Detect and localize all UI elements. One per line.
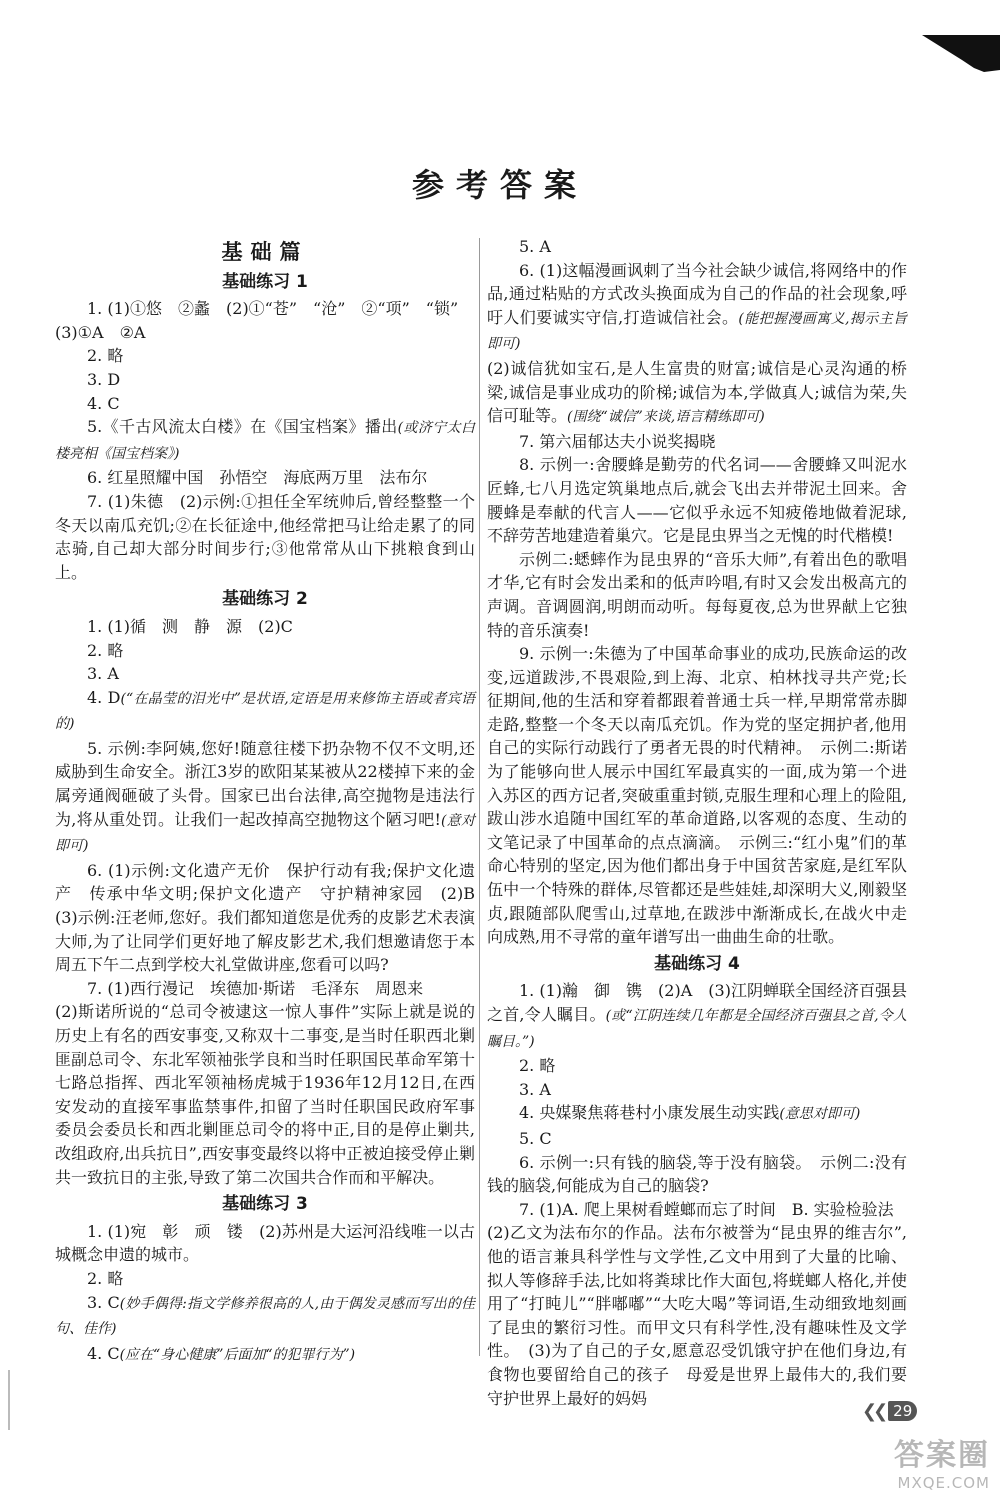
- answer-text: 8. 示例一:舍腰蜂是勤劳的代名词——舍腰蜂又叫泥水匠蜂,七八月选定筑巢地点后,就会飞出去并带泥土回来。舍腰蜂是奉献的代言人——它似乎永远不知疲倦地做着泥球,不辞劳苦地建造着巢穴。它是昆虫界当之无愧的时代楷模!: [487, 455, 907, 546]
- answer-line: [487, 548, 907, 642]
- answer-text: 1. (1)宛 彰 顽 镂 (2)苏州是大运河沿线唯一以古城概念申遗的城市。: [55, 1221, 475, 1265]
- answer-text: 7. (1)A. 爬上果树看螳螂而忘了时间 B. 实验检验法: [519, 1199, 894, 1219]
- answer-line: [55, 686, 475, 737]
- answer-text: 2. 略: [87, 640, 124, 660]
- answer-note: (应在“身心健康”后面加“的犯罪行为”): [119, 1346, 356, 1363]
- answer-text: 4. D: [87, 687, 121, 707]
- watermark-url: MXQE.COM: [897, 1474, 990, 1492]
- answer-line: [487, 642, 907, 949]
- answer-text: (3)①A ②A: [55, 322, 146, 342]
- exercise-heading-1: 基础练习 1: [222, 271, 308, 292]
- answer-line: [487, 430, 907, 454]
- answer-text: 3. C: [87, 1292, 120, 1312]
- exercise-1-answers: [55, 297, 475, 584]
- answer-note: (或济宁太白楼亮相《国宝档案》): [55, 420, 475, 462]
- answer-text: 3. A: [87, 664, 119, 684]
- exercise-heading-4: 基础练习 4: [654, 953, 740, 974]
- answer-text: 2. 略: [87, 1268, 124, 1288]
- answer-line: [55, 368, 475, 392]
- answer-text: 4. C: [87, 1343, 120, 1363]
- answer-text: 4. 央媒聚焦蒋巷村小康发展生动实践: [519, 1103, 780, 1123]
- answer-line: [55, 977, 475, 1001]
- answer-text: 1. (1)瀚 御 镌 (2)A (3)江阴蝉联全国经济百强县之首,令人瞩目。: [487, 981, 907, 1024]
- answer-line: [55, 639, 475, 663]
- answer-line: [487, 357, 907, 430]
- exercise-heading-3: 基础练习 3: [222, 1194, 308, 1215]
- answer-text: (2)乙文为法布尔的作品。法布尔被誉为“昆虫界的维吉尔”,他的语言兼具科学性与文学性,乙文中用到了大量的比喻、拟人等修辞手法,比如将粪球比作大面包,将蜣螂人格化,并使用了“打盹儿”“胖嘟嘟”“大吃大喝”等词语,生动细致地刻画了昆虫的繁衍习性。而甲文只有科学性,没有趣味性及文学性。 (3)为了自己的子女,愿意忍受饥饿守护在他们身边,有食物也要留给自己的孩子 母爱是世界上最伟大的,我们要守护世界上最好的妈妈: [487, 1223, 907, 1408]
- answer-line: [55, 297, 475, 321]
- right-column: [487, 235, 907, 1410]
- answer-line: [55, 1220, 475, 1267]
- exercise-4-answers: [487, 979, 907, 1410]
- answer-line: [55, 466, 475, 490]
- answer-text: 6. 示例一:只有钱的脑袋,等于没有脑袋。 示例二:没有钱的脑袋,何能成为自己的脑袋?: [487, 1152, 907, 1196]
- answer-line: [487, 1151, 907, 1198]
- watermark-main: 答案圈: [894, 1438, 990, 1473]
- answer-line: [487, 259, 907, 357]
- answer-note: (围绕“诚信”来谈,语言精练即可): [567, 409, 765, 426]
- answer-line: [487, 453, 907, 547]
- answer-note: (能把握漫画寓义,揭示主旨即可): [487, 310, 907, 353]
- answer-line: [55, 321, 475, 345]
- margin-mark: [8, 1370, 10, 1430]
- answer-line: [55, 392, 475, 416]
- answer-line: [55, 1291, 475, 1342]
- exercise-3-answers-continued: [487, 235, 907, 949]
- corner-tab-decoration: [922, 30, 1000, 78]
- answer-text: 9. 示例一:朱德为了中国革命事业的成功,民族命运的改变,远道跋涉,不畏艰险,到上海、北京、柏林找寻共产党;长征期间,他的生活和穿着都跟着普通士兵一样,早期常常赤脚走路,整整一个冬天以南瓜充饥。作为党的坚定拥护者,他用自己的实际行动践行了勇者无畏的时代精神。 示例二:斯诺为了能够向世人展示中国红军最真实的一面,成为第一个进入苏区的西方记者,突破重重封锁,克服生理和心理上的险阻,跋山涉水追随中国红军的革命道路,以客观的态度、生动的文笔记录了中国革命的点点滴滴。 示例三:“红小鬼”们的革命心特别的坚定,因为他们都出身于中国贫苦家庭,是红军队伍中一个特殊的群体,尽管都还是些娃娃,却深明大义,刚毅坚贞,跟随部队爬雪山,过草地,在跋涉中渐渐成长,在战火中走向成熟,用不寻常的童年谱写出一曲曲生命的壮歌。: [487, 644, 907, 947]
- answer-line: [55, 1267, 475, 1291]
- page-title: 参考答案: [411, 166, 588, 204]
- answer-note: (意思对即可): [779, 1106, 861, 1123]
- section-heading: 基础篇: [221, 240, 309, 264]
- answer-line: [55, 859, 492, 977]
- answer-line: [487, 1198, 907, 1222]
- answer-line: [55, 662, 475, 686]
- answer-text: 1. (1)①悠 ②蠡 (2)①“苍” “沧” ②“项” “锁”: [87, 299, 459, 319]
- answer-text: 5. 示例:李阿姨,您好!随意往楼下扔杂物不仅不文明,还威胁到生命安全。浙江3岁的欧阳某某被从22楼掉下来的金属旁通阀砸破了头骨。国家已出台法律,高空抛物是违法行为,将从重处罚。让我们一起改掉高空抛物这个陋习吧!: [55, 738, 475, 829]
- answer-line: [55, 1000, 475, 1189]
- answer-text: 6. (1)示例:文化遗产无价 保护行动有我;保护文化遗产 传承中华文明;保护文化遗产 守护精神家园 (2)B (3)示例:汪老师,您好。我们都知道您是优秀的皮影艺术表演大师,为了让同学们更好地了解皮影艺术,我们想邀请您于本周五下午二点到学校大礼堂做讲座,您看可以吗?: [55, 860, 492, 975]
- answer-line: [487, 235, 907, 259]
- answer-text: 7. 第六届郁达夫小说奖揭晓: [519, 431, 716, 451]
- answer-text: 4. C: [87, 393, 120, 413]
- answer-text: 7. (1)西行漫记 埃德加·斯诺 毛泽东 周恩来: [87, 978, 424, 998]
- answer-text: 7. (1)朱德 (2)示例:①担任全军统帅后,曾经整整一个冬天以南瓜充饥;②在长征途中,他经常把马让给走累了的同志骑,自己却大部分时间步行;③他常常从山下挑粮食到山上。: [55, 491, 475, 582]
- column-divider: [479, 238, 480, 1356]
- watermark-logo: [820, 1430, 990, 1492]
- answer-note: (或“江阴连续几年都是全国经济百强县之首,令人瞩目。”): [487, 1008, 907, 1050]
- exercise-2-answers: [55, 615, 492, 1189]
- page-number: [862, 1400, 917, 1422]
- answer-line: [487, 1101, 907, 1127]
- answer-text: (2)斯诺所说的“总司令被逮这一惊人事件”实际上就是说的历史上有名的西安事变,又称双十二事变,是当时任职西北剿匪副总司令、东北军领袖张学良和当时任职国民革命军第十七路总指挥、西北军领袖杨虎城于1936年12月12日,在西安发动的直接军事监禁事件,扣留了当时任职国民政府军事委员会委员长和西北剿匪总司令的将中正,目的是停止剿共,改组政府,出兵抗日”,西安事变最终以将中正被迫接受停止剿共一致抗日的主张,导致了第二次国共合作而和平解决。: [55, 1002, 475, 1187]
- answer-text: 3. D: [87, 369, 121, 389]
- answer-line: [487, 1221, 907, 1410]
- answer-line: [487, 979, 907, 1054]
- exercise-3-answers: [55, 1220, 475, 1368]
- page-number-value: 29: [888, 1401, 917, 1421]
- answer-text: 1. (1)循 测 静 源 (2)C: [87, 616, 293, 636]
- answer-note: (“在晶莹的泪光中”是状语,定语是用来修饰主语或者宾语的): [55, 690, 475, 733]
- answer-line: [55, 615, 475, 639]
- answer-line: [487, 1078, 907, 1102]
- left-column: [55, 235, 492, 1367]
- answer-text: (2)诚信犹如宝石,是人生富贵的财富;诚信是心灵沟通的桥梁,诚信是事业成功的阶梯;诚信为本,学做真人;诚信为荣,失信可耻等。: [487, 358, 907, 426]
- double-chevron-left-icon: ❮❮: [862, 1400, 885, 1422]
- answer-text: 3. A: [519, 1079, 551, 1099]
- answer-note: (妙手偶得:指文学修养很高的人,由于偶发灵感而写出的佳句、佳作): [55, 1295, 475, 1338]
- answer-line: [487, 1054, 907, 1078]
- answer-line: [55, 490, 475, 584]
- exercise-heading-2: 基础练习 2: [222, 589, 308, 610]
- answer-text: 5.《千古风流太白楼》在《国宝档案》播出: [87, 417, 398, 437]
- answer-line: [487, 1127, 907, 1151]
- answer-line: [55, 415, 475, 466]
- answer-note: (意对即可): [55, 812, 475, 855]
- answer-line: [55, 737, 475, 859]
- answer-text: 2. 略: [87, 346, 124, 366]
- answer-text: 5. A: [519, 237, 551, 256]
- answer-line: [55, 1342, 475, 1368]
- answer-text: 6. 红星照耀中国 孙悟空 海底两万里 法布尔: [87, 468, 428, 488]
- answer-text: 6. (1)这幅漫画讽刺了当今社会缺少诚信,将网络中的作品,通过粘贴的方式改头换面成为自己的作品的社会现象,呼吁人们要诚实守信,打造诚信社会。: [487, 260, 907, 327]
- answer-line: [55, 344, 475, 368]
- answer-text: 2. 略: [519, 1056, 556, 1076]
- answer-text: 示例二:蟋蟀作为昆虫界的“音乐大师”,有着出色的歌唱才华,它有时会发出柔和的低声吟唱,有时又会发出极高亢的声调。音调圆润,明朗而动听。每每夏夜,总为世界献上它独特的音乐演奏!: [487, 549, 907, 640]
- answer-text: 5. C: [519, 1128, 552, 1148]
